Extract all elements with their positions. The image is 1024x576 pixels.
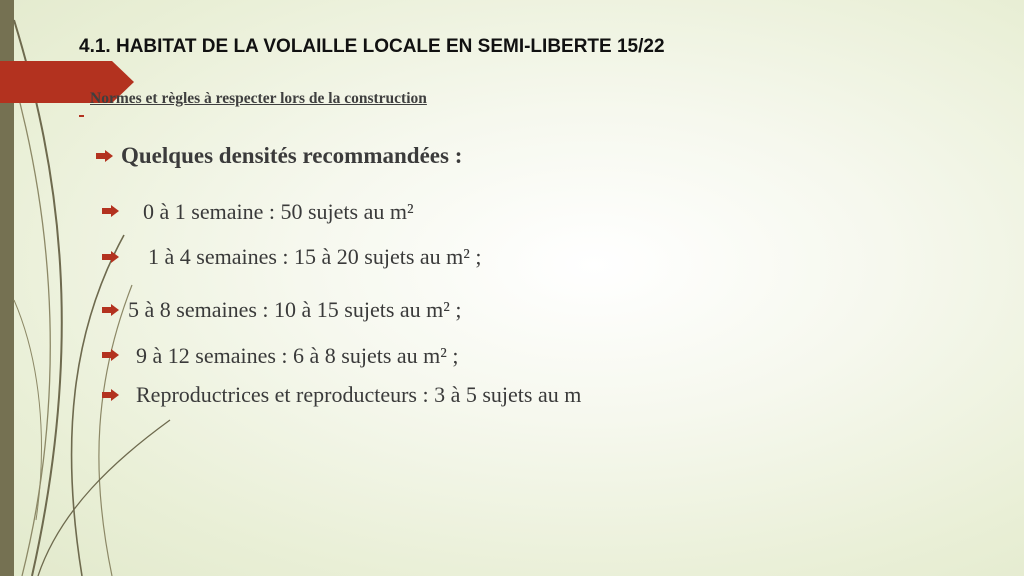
arrow-right-icon [102,349,119,361]
slide-subtitle: Normes et règles à respecter lors de la construction [90,90,427,107]
density-heading: Quelques densités recommandées : [121,143,463,168]
arrow-right-icon [96,150,113,162]
subtitle-dash [79,115,84,117]
list-item-text: 1 à 4 semaines : 15 à 20 sujets au m² ; [148,244,482,269]
list-item-text: 0 à 1 semaine : 50 sujets au m² [143,199,414,224]
arrow-right-icon [102,389,119,401]
list-item-text: Reproductrices et reproducteurs : 3 à 5 sujets au m [136,382,582,407]
arrow-right-icon [102,251,119,263]
arrow-right-icon [102,205,119,217]
arrow-right-icon [102,304,119,316]
slide-title: 4.1. HABITAT DE LA VOLAILLE LOCALE EN SEMI-LIBERTE 15/22 [79,36,665,57]
list-item-text: 5 à 8 semaines : 10 à 15 sujets au m² ; [128,297,462,322]
list-item-text: 9 à 12 semaines : 6 à 8 sujets au m² ; [136,343,459,368]
